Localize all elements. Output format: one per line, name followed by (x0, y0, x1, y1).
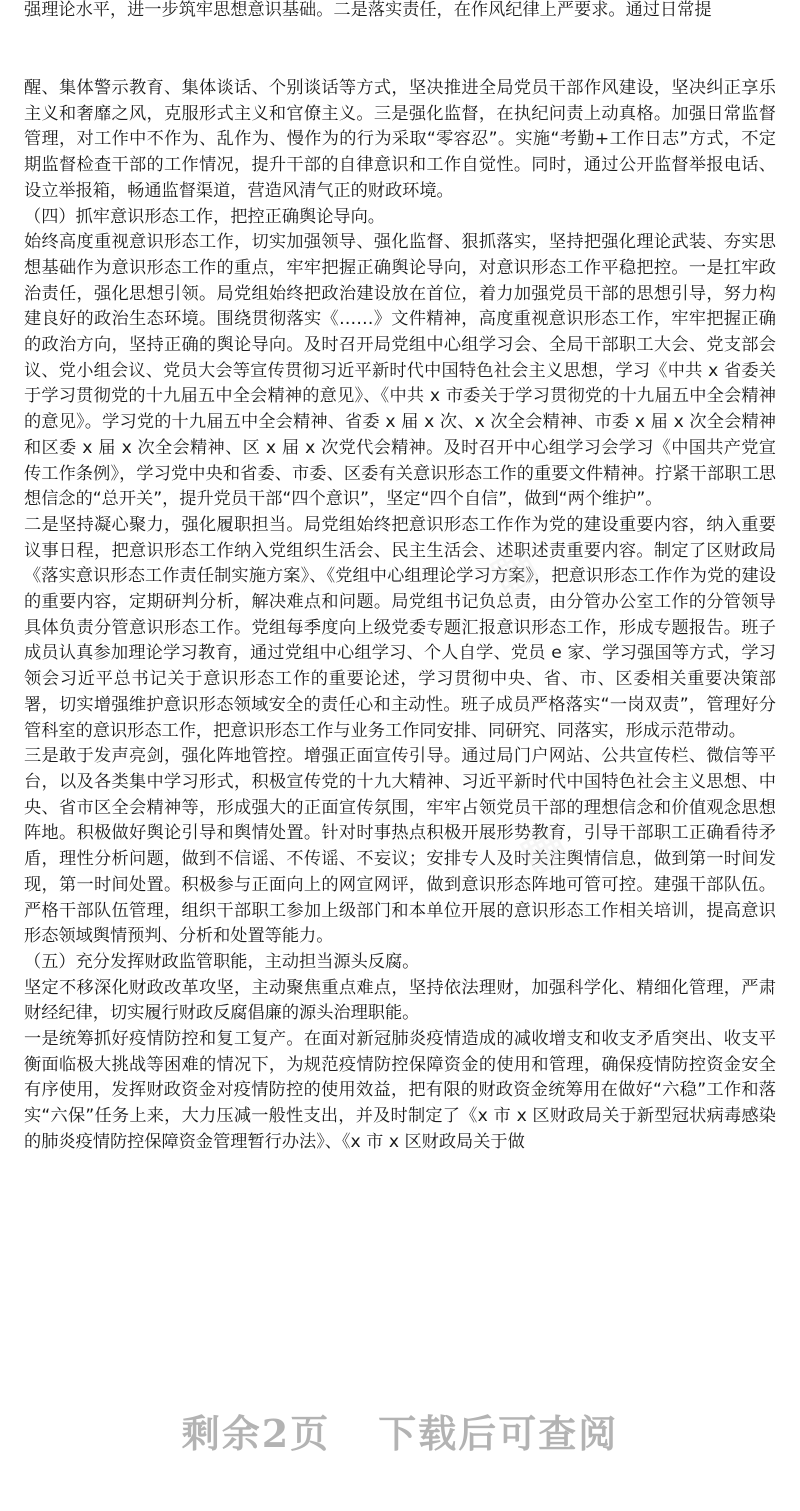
section-heading-4: （四）抓牢意识形态工作，把控正确舆论导向。 (24, 206, 385, 227)
paragraph-top-fragment: 强理论水平，进一步筑牢思想意识基础。二是落实责任，在作风纪律上严要求。通过日常提 (24, 0, 712, 20)
document-body (24, 76, 776, 1156)
watermark: ▦ (509, 812, 577, 884)
section-heading-5: （五）充分发挥财政监管职能，主动担当源头反腐。 (24, 951, 420, 972)
paragraph-discipline: 醒、集体警示教育、集体谈话、个别谈话等方式，坚决推进全局党员干部作风建设，坚决纠正享乐主义和奢靡之风，克服形式主义和官僚主义。三是强化监督，在执纪问责上动真格。加强日常监督管理，对工作中不作为、乱作为、慢作为的行为采取“零容忍”。实施“考勤+工作日志”方式，不定期监督检查干部的工作情况，提升干部的自律意识和工作自觉性。同时，通过公开监督举报电话、设立举报箱，畅通监督渠道，营造风清气正的财政环境。 (24, 78, 776, 201)
top-fragment (24, 0, 776, 26)
remaining-pages-label: 剩余2页 (181, 1410, 331, 1456)
paragraph-ideology-1: 始终高度重视意识形态工作，切实加强领导、强化监督、狠抓落实，坚持把强化理论武装、夯实思想基础作为意识形态工作的重点，牢牢把握正确舆论导向，对意识形态工作平稳把控。一是扛牢政治责任，强化思想引领。局党组始终把政治建设放在首位，着力加强党员干部的思想引导，努力构建良好的政治生态环境。围绕贯彻落实《……》文件精神，高度重视意识形态工作，牢牢把握正确的政治方向，坚持正确的舆论导向。及时召开局党组中心组学习会、全局干部职工大会、党支部会议、党小组会议、党员大会等宣传贯彻习近平新时代中国特色社会主义思想，学习《中共 x 省委关于学习贯彻党的十九届五中全会精神的意见》、《中共 x 市委关于学习贯彻党的十九届五中全会精神的意见》。学习党的十九届五中全会精神、省委 x 届 x 次、x 次全会精神、市委 x 届 x 次全会精神和区委 x 届 x 次全会精神、区 x 届 x 次党代会精神。及时召开中心组学习会学习《中国共产党宣传工作条例》，学习党中央和省委、市委、区委有关意识形态工作的重要文件精神。拧紧干部职工思想信念的“总开关”，提升党员干部“四个意识”，坚定“四个自信”，做到“两个维护”。 (24, 232, 776, 510)
watermark: ▦ (479, 532, 547, 604)
paragraph-ideology-3: 三是敢于发声亮剑，强化阵地管控。增强正面宣传引导。通过局门户网站、公共宣传栏、微信等平台，以及各类集中学习形式，积极宣传党的十九大精神、习近平新时代中国特色社会主义思想、中央、省市区全会精神等，形成强大的正面宣传氛围，牢牢占领党员干部的理想信念和价值观念思想阵地。积极做好舆论引导和舆情处置。针对时事热点积极开展形势教育，引导干部职工正确看待矛盾，理性分析问题，做到不信谣、不传谣、不妄议；安排专人及时关注舆情信息，做到第一时间发现，第一时间处置。积极参与正面向上的网宣网评，做到意识形态阵地可管可控。建强干部队伍。严格干部队伍管理，组织干部职工参加上级部门和本单位开展的意识形态工作相关培训，提高意识形态领域舆情预判、分析和处置等能力。 (24, 746, 776, 947)
paragraph-supervision-intro: 坚定不移深化财政改革攻坚，主动聚焦重点难点，坚持依法理财，加强科学化、精细化管理，严肃财经纪律，切实履行财政反腐倡廉的源头治理职能。 (24, 977, 776, 1024)
paragraph-ideology-2: 二是坚持凝心聚力，强化履职担当。局党组始终把意识形态工作作为党的建设重要内容，纳入重要议事日程，把意识形态工作纳入党组织生活会、民主生活会、述职述责重要内容。制定了区财政局《落实意识形态工作责任制实施方案》、《党组中心组理论学习方案》，把意识形态工作作为党的建设的重要内容，定期研判分析，解决难点和问题。局党组书记负总责，由分管办公室工作的分管领导具体负责分管意识形态工作。党组每季度向上级党委专题汇报意识形态工作，形成专题报告。班子成员认真参加理论学习教育，通过党组中心组学习、个人自学、党员 e 家、学习强国等方式，学习领会习近平总书记关于意识形态工作的重要论述，学习贯彻中央、省、市、区委相关重要决策部署，切实增强维护意识形态领域安全的责任心和主动性。班子成员严格落实“一岗双责”，管理好分管科室的意识形态工作，把意识形态工作与业务工作同安排、同研究、同落实，形成示范带动。 (24, 514, 776, 741)
download-banner[interactable] (0, 1390, 800, 1470)
download-hint-label[interactable]: 下载后可查阅 (378, 1410, 619, 1456)
paragraph-epidemic: 一是统筹抓好疫情防控和复工复产。在面对新冠肺炎疫情造成的减收增支和收支矛盾突出、收支平衡面临极大挑战等困难的情况下，为规范疫情防控保障资金的使用和管理，确保疫情防控资金安全有序使用，发挥财政资金对疫情防控的使用效益，把有限的财政资金统筹用在做好“六稳”工作和落实“六保”任务上来，大力压减一般性支出，并及时制定了《x 市 x 区财政局关于新型冠状病毒感染的肺炎疫情防控保障资金管理暂行办法》、《x 市 x 区财政局关于做 (24, 1029, 776, 1152)
